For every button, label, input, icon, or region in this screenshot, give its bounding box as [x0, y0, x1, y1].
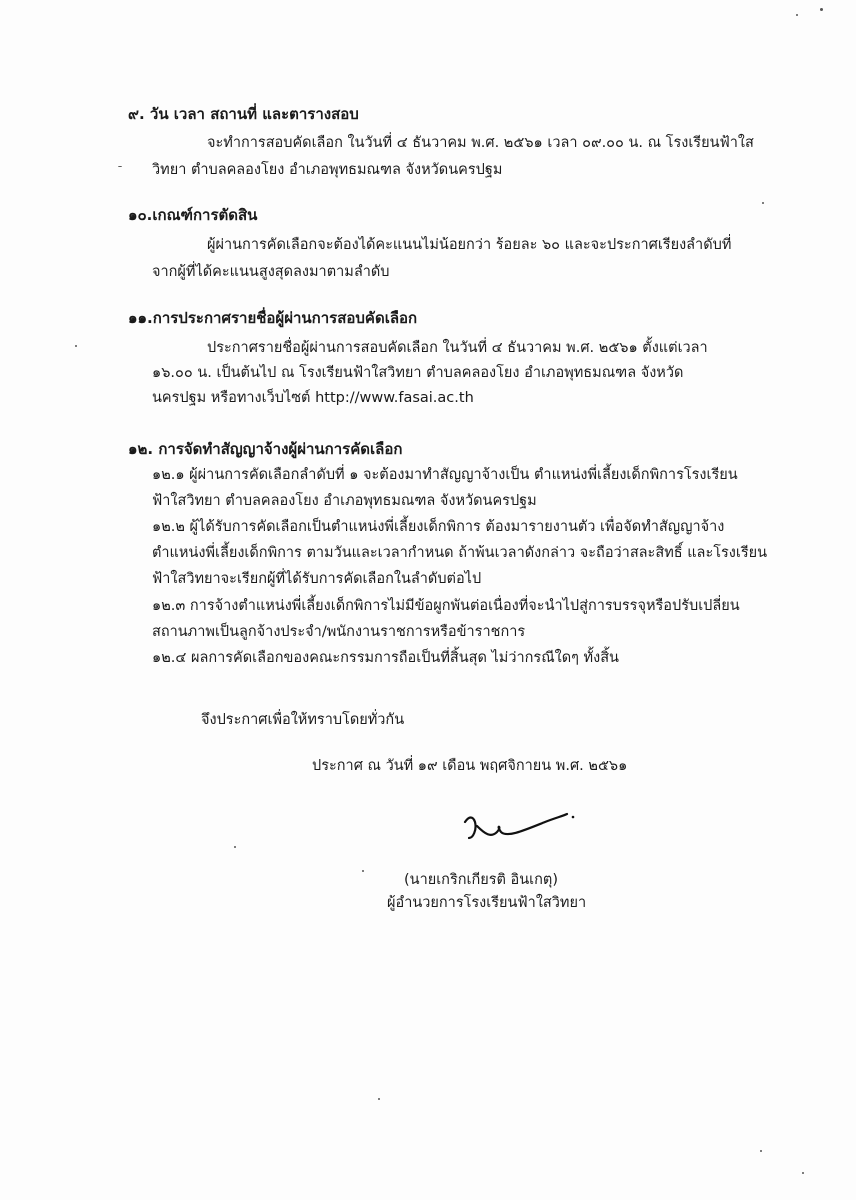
section-9-line-2: วิทยา ตำบลคลองโยง อำเภอพุทธมณฑล จังหวัดนครปฐม — [152, 162, 503, 178]
section-11-line-3: นครปฐม หรือทางเว็บไซต์ http://www.fasai.ac.th — [152, 390, 474, 406]
scan-speck — [760, 1150, 762, 1152]
scan-speck — [378, 1098, 380, 1100]
scan-speck — [118, 166, 122, 167]
section-10-line-2: จากผู้ที่ได้คะแนนสูงสุดลงมาตามลำดับ — [152, 264, 390, 280]
scan-speck — [362, 870, 364, 872]
signer-name: (นายเกริกเกียรติ อินเกตุ) — [404, 872, 558, 888]
closing-text: จึงประกาศเพื่อให้ทราบโดยทั่วกัน — [201, 712, 405, 728]
scan-speck — [820, 8, 823, 11]
section-12-line-5: ฟ้าใสวิทยาจะเรียกผู้ที่ได้รับการคัดเลือกในลำดับต่อไป — [152, 571, 482, 587]
section-11-heading: ๑๑.การประกาศรายชื่อผู้ผ่านการสอบคัดเลือก — [128, 309, 418, 327]
section-12-line-3: ๑๒.๒ ผู้ได้รับการคัดเลือกเป็นตำแหน่งพี่เลี้ยงเด็กพิการ ต้องมารายงานตัว เพื่อจัดทำสัญญาจ้าง — [152, 519, 725, 535]
section-12-line-2: ฟ้าใสวิทยา ตำบลคลองโยง อำเภอพุทธมณฑล จังหวัดนครปฐม — [152, 493, 537, 509]
section-12-line-7: สถานภาพเป็นลูกจ้างประจำ/พนักงานราชการหรือข้าราชการ — [152, 624, 526, 640]
section-11-line-1: ประกาศรายชื่อผู้ผ่านการสอบคัดเลือก ในวันที่ ๔ ธันวาคม พ.ศ. ๒๕๖๑ ตั้งแต่เวลา — [207, 340, 708, 356]
section-11-line-2: ๑๖.๐๐ น. เป็นต้นไป ณ โรงเรียนฟ้าใสวิทยา ตำบลคลองโยง อำเภอพุทธมณฑล จังหวัด — [152, 365, 684, 381]
section-10-heading: ๑๐.เกณฑ์การตัดสิน — [128, 206, 258, 224]
section-9-heading: ๙. วัน เวลา สถานที่ และตารางสอบ — [128, 105, 359, 123]
section-12-line-8: ๑๒.๔ ผลการคัดเลือกของคณะกรรมการถือเป็นที่สิ้นสุด ไม่ว่ากรณีใดๆ ทั้งสิ้น — [152, 650, 619, 666]
scan-speck — [762, 202, 764, 204]
announcement-date: ประกาศ ณ วันที่ ๑๙ เดือน พฤศจิกายน พ.ศ. ๒๕๖๑ — [312, 758, 628, 774]
scan-speck — [796, 14, 798, 16]
scan-speck — [234, 846, 236, 848]
signer-title: ผู้อำนวยการโรงเรียนฟ้าใสวิทยา — [387, 895, 587, 911]
section-10-line-1: ผู้ผ่านการคัดเลือกจะต้องได้คะแนนไม่น้อยกว่า ร้อยละ ๖๐ และจะประกาศเรียงลำดับที่ — [207, 237, 732, 253]
scan-speck — [802, 1172, 804, 1174]
section-12-line-1: ๑๒.๑ ผู้ผ่านการคัดเลือกลำดับที่ ๑ จะต้องมาทำสัญญาจ้างเป็น ตำแหน่งพี่เลี้ยงเด็กพิการโรงเรียน — [152, 467, 738, 483]
section-12-line-6: ๑๒.๓ การจ้างตำแหน่งพี่เลี้ยงเด็กพิการไม่มีข้อผูกพันต่อเนื่องที่จะนำไปสู่การบรรจุหรือปรับเปลี่ยน — [152, 598, 740, 614]
section-12-line-4: ตำแหน่งพี่เลี้ยงเด็กพิการ ตามวันและเวลากำหนด ถ้าพ้นเวลาดังกล่าว จะถือว่าสละสิทธิ์ และโรงเรียน — [152, 545, 768, 561]
signature-image — [455, 808, 580, 848]
section-12-heading: ๑๒. การจัดทำสัญญาจ้างผู้ผ่านการคัดเลือก — [128, 440, 403, 458]
section-9-line-1: จะทำการสอบคัดเลือก ในวันที่ ๔ ธันวาคม พ.ศ. ๒๕๖๑ เวลา ๐๙.๐๐ น. ณ โรงเรียนฟ้าใส — [207, 135, 754, 151]
scan-speck — [75, 345, 77, 347]
